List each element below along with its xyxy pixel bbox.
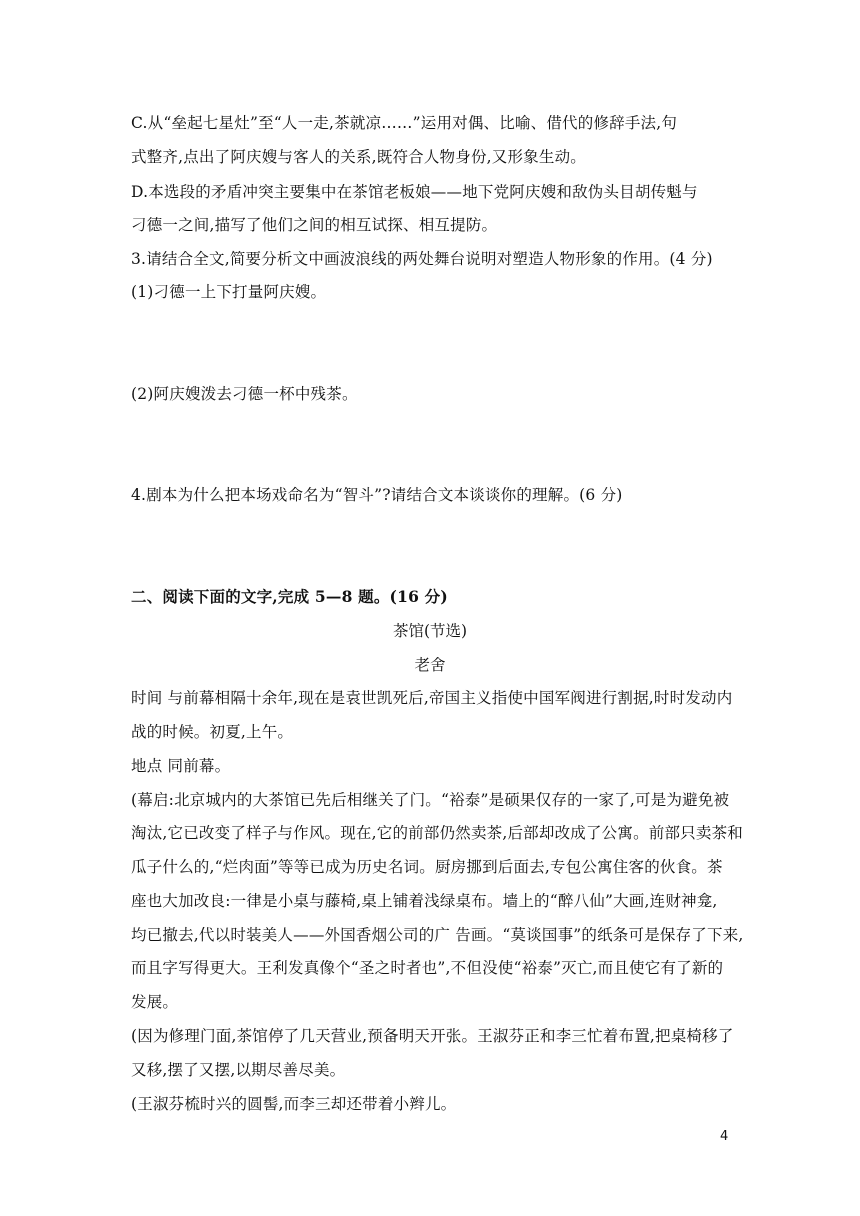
repair-line-2: 又移,摆了又摆,以期尽善尽美。 [131,1061,346,1079]
question-3-item-1: (1)刁德一上下打量阿庆嫂。 [131,283,327,301]
option-c-line-1: C.从“垒起七星灶”至“人一走,茶就凉……”运用对偶、比喻、借代的修辞手法,句 [131,114,678,132]
place-line: 地点 同前幕。 [131,757,231,775]
time-line-1: 时间 与前幕相隔十余年,现在是袁世凯死后,帝国主义指使中国军阀进行割据,时时发动内 [131,689,733,707]
question-3-item-2: (2)阿庆嫂泼去刁德一杯中残茶。 [131,385,358,403]
page-number: 4 [720,1129,729,1144]
curtain-line-5: 均已撤去,代以时装美人——外国香烟公司的广 告画。“莫谈国事”的纸条可是保存了下来, [131,926,744,944]
last-line: (王淑芬梳时兴的圆髻,而李三却还带着小辫儿。 [131,1095,457,1113]
curtain-line-7: 发展。 [131,993,179,1011]
curtain-line-1: (幕启:北京城内的大茶馆已先后相继关了门。“裕泰”是硕果仅存的一家了,可是为避免被 [131,791,730,809]
question-3-prompt: 3.请结合全文,简要分析文中画波浪线的两处舞台说明对塑造人物形象的作用。(4 分) [131,250,713,268]
curtain-line-4: 座也大加改良:一律是小桌与藤椅,桌上铺着浅绿桌布。墙上的“醉八仙”大画,连财神龛, [131,892,718,910]
repair-line-1: (因为修理门面,茶馆停了几天营业,预备明天开张。王淑芬正和李三忙着布置,把桌椅移了 [131,1027,734,1045]
curtain-line-6: 而且字写得更大。王利发真像个“圣之时者也”,不但没使“裕泰”灭亡,而且使它有了新的 [131,959,724,977]
question-4-prompt: 4.剧本为什么把本场戏命名为“智斗”?请结合文本谈谈你的理解。(6 分) [131,486,623,504]
option-d-line-1: D.本选段的矛盾冲突主要集中在茶馆老板娘——地下党阿庆嫂和敌伪头目胡传魁与 [131,183,698,201]
excerpt-title: 茶馆(节选) [392,622,468,640]
section-2-heading: 二、阅读下面的文字,完成 5—8 题。(16 分) [131,587,448,606]
time-line-2: 战的时候。初夏,上午。 [131,723,294,741]
option-d-line-2: 刁德一之间,描写了他们之间的相互试探、相互提防。 [131,216,498,234]
curtain-line-3: 瓜子什么的,“烂肉面”等等已成为历史名词。厨房挪到后面去,专包公寓住客的伙食。茶 [131,858,723,876]
curtain-line-2: 淘汰,它已改变了样子与作风。现在,它的前部仍然卖茶,后部却改成了公寓。前部只卖茶和 [131,824,743,842]
excerpt-author: 老舍 [414,656,446,674]
option-c-line-2: 式整齐,点出了阿庆嫂与客人的关系,既符合人物身份,又形象生动。 [131,148,586,166]
